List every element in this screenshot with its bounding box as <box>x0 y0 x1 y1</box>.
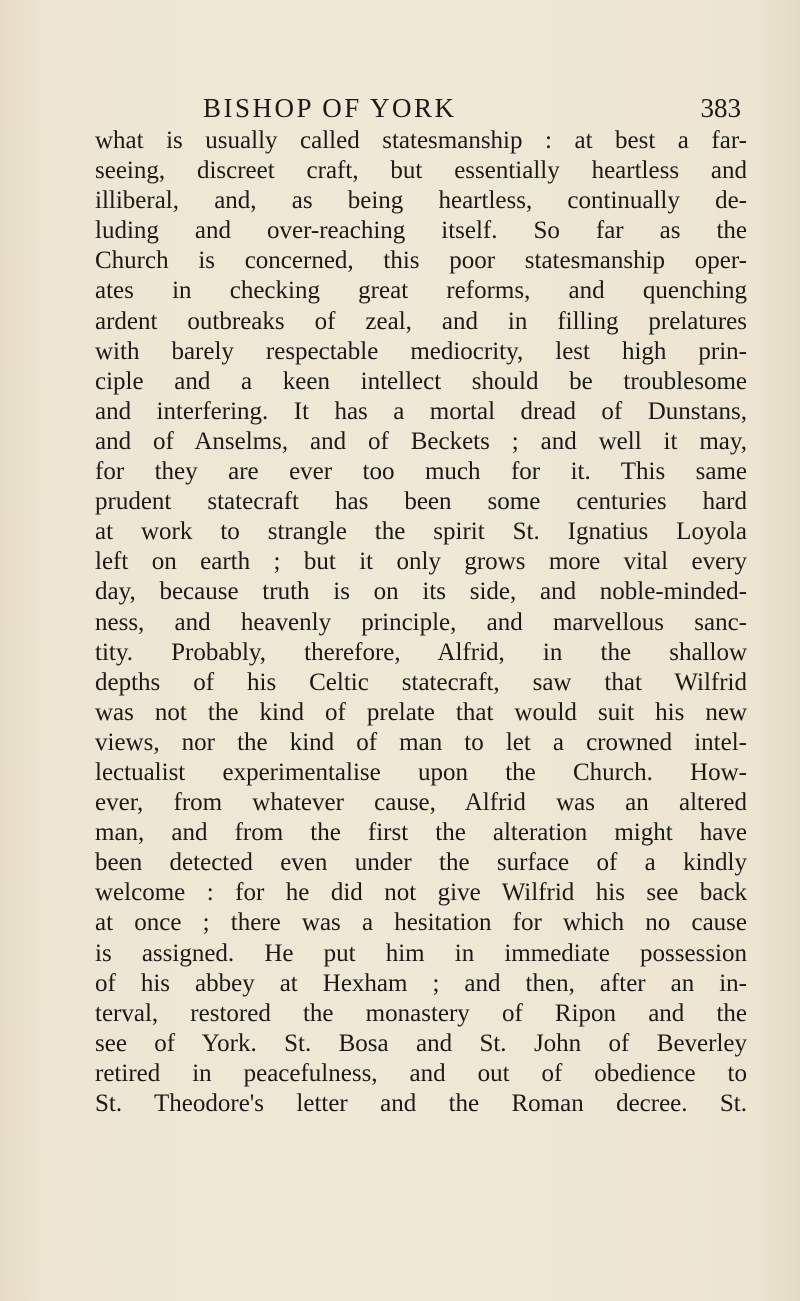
text-line: man, and from the first the alteration might have <box>95 819 747 847</box>
text-line: ardent outbreaks of zeal, and in filling prelatures <box>95 307 747 335</box>
text-line: tity. Probably, therefore, Alfrid, in the shallow <box>95 638 747 666</box>
text-line: left on earth ; but it only grows more vital every <box>95 548 747 576</box>
body-text <box>95 126 747 1119</box>
text-line: seeing, discreet craft, but essentially heartless and <box>95 157 747 185</box>
text-line: at once ; there was a hesitation for which no cause <box>95 909 747 937</box>
text-line: was not the kind of prelate that would suit his new <box>95 698 747 726</box>
text-line: ness, and heavenly principle, and marvellous sanc- <box>95 608 747 636</box>
text-line: prudent statecraft has been some centuries hard <box>95 488 747 516</box>
text-line: Church is concerned, this poor statesmanship oper- <box>95 247 747 275</box>
text-line: been detected even under the surface of a kindly <box>95 849 747 877</box>
text-line: views, nor the kind of man to let a crowned intel- <box>95 728 747 756</box>
text-line: what is usually called statesmanship : at best a far- <box>95 127 747 154</box>
text-line: illiberal, and, as being heartless, continually de- <box>95 187 747 215</box>
text-line: welcome : for he did not give Wilfrid his see back <box>95 879 747 907</box>
text-line: lectualist experimentalise upon the Church. How- <box>95 758 747 786</box>
text-line: see of York. St. Bosa and St. John of Beverley <box>95 1029 747 1057</box>
text-line: is assigned. He put him in immediate possession <box>95 939 747 967</box>
text-line: day, because truth is on its side, and noble-minded- <box>95 578 747 606</box>
running-head <box>95 88 745 128</box>
text-line: ciple and a keen intellect should be troublesome <box>95 367 747 395</box>
text-line: retired in peacefulness, and out of obedience to <box>95 1059 747 1087</box>
text-line: ates in checking great reforms, and quenching <box>95 277 747 305</box>
text-line: and of Anselms, and of Beckets ; and well it may, <box>95 427 747 455</box>
text-line: and interfering. It has a mortal dread of Dunstans, <box>95 397 747 425</box>
running-title: BISHOP OF YORK <box>203 93 457 123</box>
text-line: terval, restored the monastery of Ripon and the <box>95 999 747 1027</box>
text-line: luding and over-reaching itself. So far as the <box>95 217 747 245</box>
text-line: at work to strangle the spirit St. Ignatius Loyola <box>95 518 747 546</box>
text-line: St. Theodore's letter and the Roman decree. St. <box>95 1090 747 1117</box>
text-line: ever, from whatever cause, Alfrid was an altered <box>95 789 747 817</box>
text-line: with barely respectable mediocrity, lest high prin- <box>95 337 747 365</box>
page-number: 383 <box>700 93 741 123</box>
text-line: for they are ever too much for it. This same <box>95 458 747 486</box>
text-line: depths of his Celtic statecraft, saw that Wilfrid <box>95 668 747 696</box>
text-line: of his abbey at Hexham ; and then, after an in- <box>95 969 747 997</box>
